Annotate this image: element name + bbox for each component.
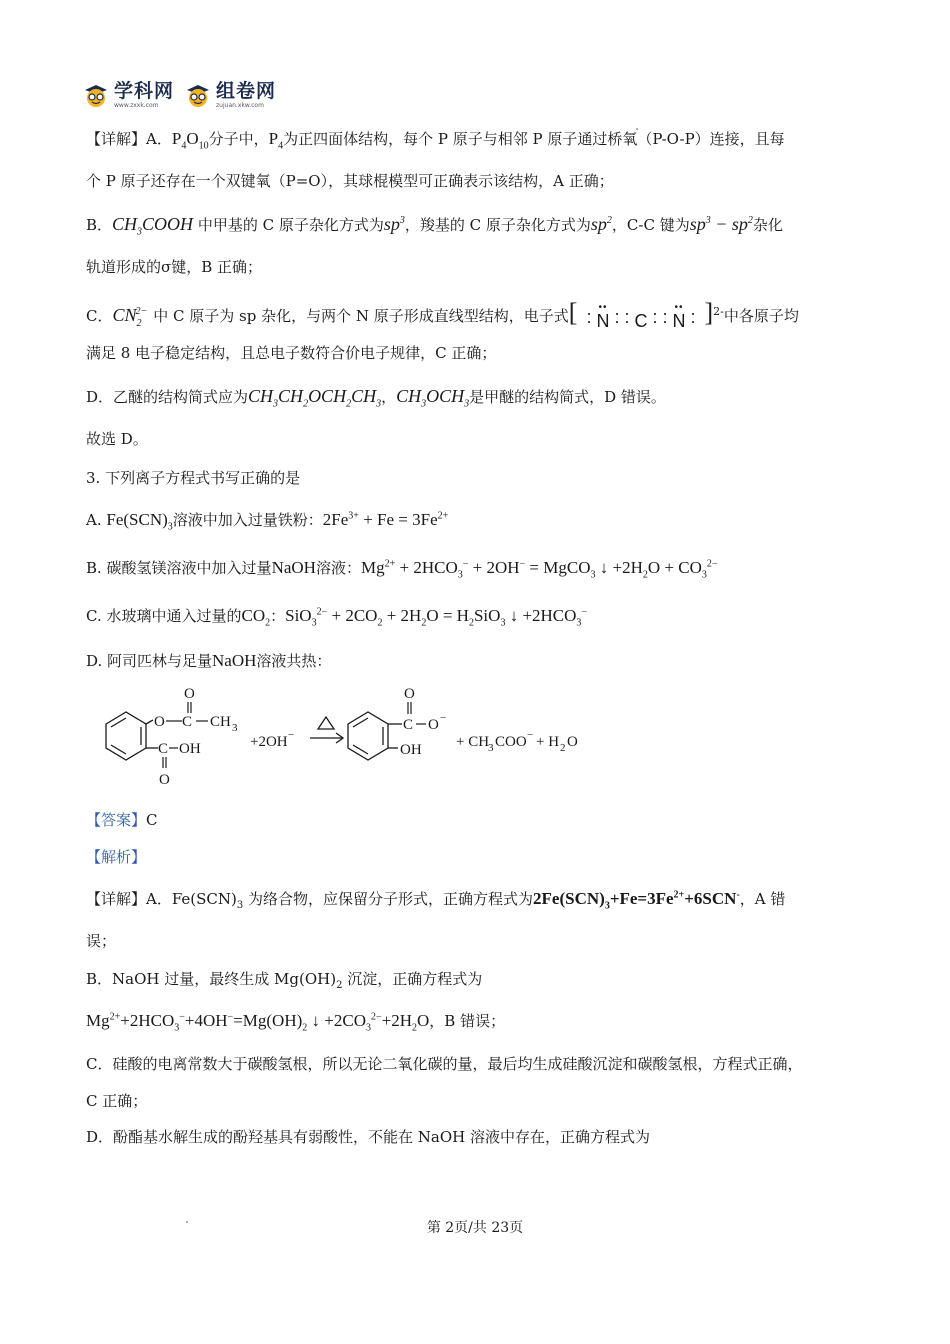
option-c xyxy=(86,605,587,627)
text: 3 xyxy=(236,900,244,911)
svg-text:+ CH: + CH xyxy=(456,734,490,750)
question-3-stem: 3. 下列离子方程式书写正确的是 xyxy=(86,469,301,487)
text: ，A 错 xyxy=(739,890,786,908)
detail-c-line-1 xyxy=(86,300,799,330)
svg-text:3: 3 xyxy=(232,722,238,734)
text: 沉淀，正确方程式为 xyxy=(342,970,483,988)
formula-sp2: $sp^2$ xyxy=(590,214,612,234)
mascot-icon xyxy=(82,81,110,109)
svg-text:3: 3 xyxy=(488,742,494,754)
bracket-left: [ xyxy=(568,298,578,327)
explain-d-line-1: D．酚酯基水解生成的酚羟基具有弱酸性，不能在 NaOH 溶液中存在，正确方程式为 xyxy=(86,1128,651,1146)
equation-a-correct: $2Fe(SCN)_3+Fe=3Fe^{2+}+6SCN^-$ xyxy=(533,889,740,912)
svg-text:O: O xyxy=(404,686,415,702)
text: ： xyxy=(270,607,286,625)
equation-c: $SiO_3^{2-} + 2CO_2 + 2H_2O = H_2SiO_3$ ↓ $+2HCO_3^-$ xyxy=(285,606,588,629)
lewis-charge: 2- xyxy=(713,305,724,318)
text: A. xyxy=(86,511,107,529)
text: 中甲基的 C 原子杂化方式为 xyxy=(197,216,384,234)
logo-xuekewang xyxy=(82,81,174,109)
svg-text:+ H: + H xyxy=(536,734,560,750)
detail-a-line-1 xyxy=(86,128,785,150)
svg-text:O: O xyxy=(428,717,439,733)
lewis-structure: : •• N : : C : : •• N : xyxy=(586,302,696,331)
svg-text:−: − xyxy=(288,729,295,741)
text: B．NaOH 过量，最终生成 Mg(OH) xyxy=(86,970,337,988)
explain-a-line-2: 误； xyxy=(86,932,117,950)
text: 中 C 原子为 sp 杂化，与两个 N 原子形成直线型结构，电子式 xyxy=(153,307,569,325)
text: C． xyxy=(86,307,113,325)
text: 杂化 xyxy=(752,216,783,234)
text: 为正四面体结构，每个 P 原子与相邻 P 原子通过桥氧（P-O-P）连接，且每 xyxy=(283,130,785,148)
logo-brand-1: 学科网 xyxy=(114,79,175,102)
formula-p4o10: $P_4O_{10}$ xyxy=(171,129,209,152)
formula-sp3: $sp^3$ xyxy=(383,214,405,234)
svg-text:2: 2 xyxy=(560,742,566,754)
answer-value: C xyxy=(146,811,158,829)
text: 是甲醚的结构简式，D 错误。 xyxy=(469,388,666,406)
aspirin-reaction-diagram xyxy=(86,682,646,792)
explain-a-line-1 xyxy=(86,888,785,910)
logo-brand-2: 组卷网 xyxy=(216,79,277,102)
formula-naoh: NaOH xyxy=(212,651,257,670)
text: 溶液共热： xyxy=(256,652,332,670)
logo-zujuanwang xyxy=(184,81,276,109)
text: 中各原子均 xyxy=(723,307,799,325)
formula-cn2: $CN_2^{2-}$ xyxy=(112,305,148,329)
formula-ch3cooh: $CH_3COOH$ xyxy=(112,214,194,238)
answer-label: 【答案】 xyxy=(86,811,147,829)
answer-line xyxy=(86,809,158,831)
bracket-right: ] xyxy=(704,298,714,327)
svg-text:C: C xyxy=(182,714,193,730)
formula-sp3-sp2: $sp^3 - sp^2$ xyxy=(689,214,753,234)
detail-c-line-2: 满足 8 电子稳定结构，且总电子数符合价电子规律，C 正确； xyxy=(86,344,497,362)
mascot-icon xyxy=(184,81,212,109)
analysis-label: 【解析】 xyxy=(86,848,147,866)
reaction-arrow xyxy=(310,717,343,743)
svg-text:OH: OH xyxy=(400,742,422,758)
svg-text:CH: CH xyxy=(210,714,231,730)
svg-text:−: − xyxy=(440,712,447,724)
text: 溶液： xyxy=(315,559,361,577)
svg-text:O: O xyxy=(154,714,165,730)
svg-text:COO: COO xyxy=(495,734,527,750)
detail-a-line-2: 个 P 原子还存在一个双键氧（P=O），其球棍模型可正确表示该结构，A 正确； xyxy=(86,172,614,190)
formula-p4: $P_4$ xyxy=(268,129,284,152)
svg-text:OH: OH xyxy=(179,741,201,757)
equation-b: $Mg^{2+} + 2HCO_3^- + 2OH^-$ = MgCO$_3$ ↓ $+2H_2O + CO_3^{2-}$ xyxy=(360,558,718,581)
text: D．乙醚的结构简式应为 xyxy=(86,388,249,406)
text: ，羧基的 C 原子杂化方式为 xyxy=(404,216,591,234)
detail-d-line xyxy=(86,385,666,408)
svg-text:−: − xyxy=(527,729,534,741)
text: C. 水玻璃中通入过量的 xyxy=(86,607,242,625)
logo-url-1: www.zxxk.com xyxy=(114,101,159,109)
detail-b-line-2: 轨道形成的σ键，B 正确； xyxy=(86,258,263,276)
formula-co2: $CO_2$ xyxy=(241,606,271,629)
option-a xyxy=(86,509,448,531)
explain-b-line-2 xyxy=(86,1010,505,1032)
explain-b-line-1 xyxy=(86,968,482,990)
text: 为络合物，应保留分子形式，正确方程式为 xyxy=(243,890,534,908)
text: 2 xyxy=(336,980,343,991)
page-footer: 第 2页/共 23页 xyxy=(426,1220,524,1236)
svg-text:O: O xyxy=(159,772,170,788)
text: 溶液中加入过量铁粉： xyxy=(172,511,323,529)
formula-diethyl-ether: $CH_3CH_2OCH_2CH_3$ xyxy=(248,386,382,410)
text: B． xyxy=(86,216,113,234)
svg-text:+2OH: +2OH xyxy=(250,734,288,750)
conclusion: 故选 D。 xyxy=(86,430,148,448)
explain-c-line-1: C．硅酸的电离常数大于碳酸氢根，所以无论二氧化碳的量，最后均生成硅酸沉淀和碳酸氢根，方程式正确， xyxy=(86,1055,803,1073)
svg-text:O: O xyxy=(567,734,578,750)
text: 分子中， xyxy=(208,130,269,148)
text: ，C-C 键为 xyxy=(611,216,690,234)
benzene-ring-product xyxy=(348,712,402,760)
text: 【详解】A．Fe(SCN) xyxy=(86,890,237,908)
explain-c-line-2: C 正确； xyxy=(86,1092,148,1110)
benzene-ring-reactant xyxy=(106,712,158,760)
header-logo xyxy=(82,78,276,112)
text: D. 阿司匹林与足量 xyxy=(86,652,213,670)
option-b xyxy=(86,557,717,579)
text: 【详解】A． xyxy=(86,130,172,148)
logo-url-2: zujuan.xkw.com xyxy=(216,101,264,109)
formula-fescn3: $Fe(SCN)_3$ xyxy=(106,510,173,533)
svg-text:C: C xyxy=(158,741,169,757)
svg-text:O: O xyxy=(184,686,195,702)
formula-dimethyl-ether: $CH_3OCH_3$ xyxy=(396,386,470,410)
detail-b-line-1 xyxy=(86,213,783,236)
text: ，B 错误； xyxy=(429,1012,506,1030)
equation-b-correct: $Mg^{2+}+2HCO_3^-+4OH^-=Mg(OH)_2$ ↓ $+2CO_3^{2-}+2H_2O$ xyxy=(86,1011,430,1034)
svg-text:C: C xyxy=(403,717,414,733)
text: ， xyxy=(381,388,397,406)
text: B. 碳酸氢镁溶液中加入过量 xyxy=(86,559,272,577)
option-d xyxy=(86,650,331,672)
formula-naoh: NaOH xyxy=(271,558,316,577)
equation-a: $2Fe^{3+} + Fe = 3Fe^{2+}$ xyxy=(322,510,449,529)
